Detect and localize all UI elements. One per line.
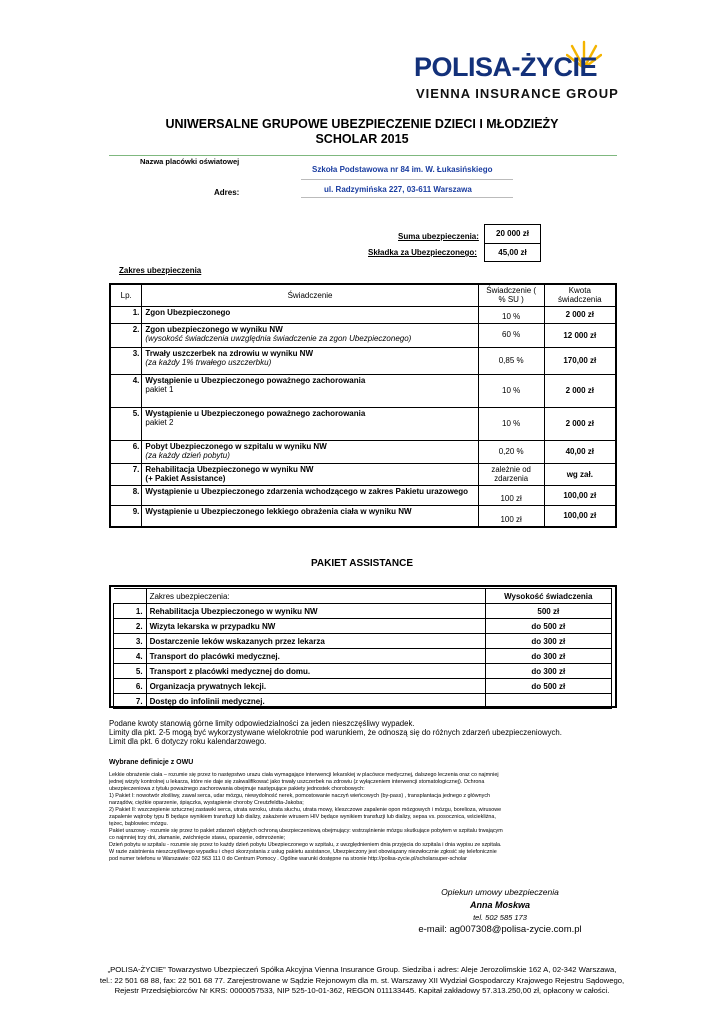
- benefit-pct: 100 zł: [478, 485, 544, 505]
- divider: [301, 197, 513, 198]
- benefit-name: Pobyt Ubezpieczonego w szpitalu w wyniku NW: [145, 441, 327, 451]
- benefit-amount: 2 000 zł: [544, 374, 616, 407]
- assistance-value: [485, 694, 611, 709]
- logo-brand: POLISA-ŻYCIE: [414, 52, 598, 82]
- assistance-item: Transport do placówki medycznej.: [146, 649, 485, 664]
- assistance-value: do 300 zł: [485, 634, 611, 649]
- benefit-amount: 100,00 zł: [544, 485, 616, 505]
- benefit-name: Wystąpienie u Ubezpieczonego lekkiego obrażenia ciała w wyniku NW: [145, 506, 412, 516]
- contact-email[interactable]: e-mail: ag007308@polisa-zycie.com.pl: [418, 924, 582, 935]
- col-header-lp: Lp.: [110, 284, 142, 306]
- benefit-amount: wg zał.: [544, 463, 616, 485]
- page-subtitle: SCHOLAR 2015: [315, 132, 409, 146]
- table-row: [110, 485, 616, 505]
- benefit-name: Wystąpienie u Ubezpieczonego zdarzenia wchodzącego w zakres Pakietu urazowego: [145, 486, 469, 496]
- row-number: 7.: [114, 694, 147, 709]
- col-header-scope: Zakres ubezpieczenia:: [146, 589, 485, 604]
- row-number: 3.: [110, 347, 142, 374]
- benefit-name: Wystąpienie u Ubezpieczonego poważnego zachorowania: [145, 375, 366, 385]
- benefit-pct: 0,85 %: [478, 347, 544, 374]
- benefit-name: Trwały uszczerbek na zdrowiu w wyniku NW: [145, 348, 313, 358]
- benefit-name: Zgon Ubezpieczonego: [145, 307, 231, 317]
- benefit-note: (+ Pakiet Assistance): [145, 473, 226, 483]
- benefit-name: Rehabilitacja Ubezpieczonego w wyniku NW: [145, 464, 314, 474]
- table-row: [114, 619, 612, 634]
- assistance-value: do 500 zł: [485, 619, 611, 634]
- assistance-heading: PAKIET ASSISTANCE: [310, 558, 414, 569]
- assistance-value: do 300 zł: [485, 664, 611, 679]
- row-number: 4.: [110, 374, 142, 407]
- definition-line: co najmniej trzy dni, złamanie, zwichnięcie stawu, oparzenie, odmrożenie;: [109, 835, 286, 841]
- row-number: 2.: [110, 323, 142, 347]
- institution-label: Nazwa placówki oświatowej: [140, 157, 240, 166]
- definition-line: Pakiet urazowy - rozumie się przez to pakiet zdarzeń objętych ochroną ubezpieczeniową obejmujący: wstrząśnienie mózgu skutkujące pobytem w szpitalu trwającym: [109, 828, 503, 834]
- note-line: Podane kwoty stanowią górne limity odpowiedzialności za jeden nieszczęśliwy wypadek.: [109, 719, 415, 728]
- benefit-amount: 2 000 zł: [544, 407, 616, 440]
- assistance-value: 500 zł: [485, 604, 611, 619]
- benefit-pct: 0,20 %: [478, 440, 544, 463]
- sum-label: Suma ubezpieczenia:: [398, 232, 479, 241]
- benefit-amount: 2 000 zł: [544, 306, 616, 323]
- definition-line: tężec, bąblowiec mózgu.: [109, 821, 169, 827]
- row-number: 1.: [110, 306, 142, 323]
- benefit-package: pakiet 2: [145, 417, 174, 427]
- benefit-pct: 100 zł: [478, 505, 544, 527]
- row-number: 6.: [114, 679, 147, 694]
- assistance-item: Transport z placówki medycznej do domu.: [146, 664, 485, 679]
- table-row: [114, 694, 612, 709]
- benefits-table: [109, 283, 617, 528]
- table-row: [110, 505, 616, 527]
- premium-label: Składka za Ubezpieczonego:: [368, 248, 477, 257]
- contact-name: Anna Moskwa: [469, 900, 530, 910]
- contact-phone: tel. 502 585 173: [473, 913, 527, 922]
- benefit-amount: 12 000 zł: [544, 323, 616, 347]
- definition-line: zapalenie wątroby typu B będące wynikiem transfuzji lub dializy, zakażenie wirusem HIV będące wynikiem transfuzji lub dializy, sepsa vs. posocznica, wściekliżna,: [109, 814, 496, 820]
- benefit-note: (za każdy 1% trwałego uszczerbku): [145, 357, 272, 367]
- row-number: 5.: [110, 407, 142, 440]
- col-header-value: Wysokość świadczenia: [485, 589, 611, 604]
- row-number: 1.: [114, 604, 147, 619]
- scope-heading: Zakres ubezpieczenia: [119, 266, 202, 275]
- benefit-pct: 10 %: [478, 374, 544, 407]
- table-row: [114, 604, 612, 619]
- definitions-heading: Wybrane definicje z OWU: [109, 759, 194, 766]
- col-header-pct: Świadczenie ( % SU ): [478, 284, 544, 306]
- divider: [109, 155, 617, 156]
- row-number: 2.: [114, 619, 147, 634]
- definition-line: narządów, ciężkie oparzenie, śpiączka, wystąpienie choroby Creutzfeldta-Jakoba;: [109, 800, 304, 806]
- footer-line: Rejestr Przedsiębiorców Nr KRS: 0000057533, NIP 525-10-01-362, REGON 011133445. Kapitał zakładowy 57.313.250,00 zł, opłacony w całości.: [114, 986, 610, 995]
- col-header-amount: Kwota świadczenia: [544, 284, 616, 306]
- definition-line: ubezpieczeniowa z tytułu poważnego zachorowania obejmuje następujące pakiety jednostek chorobowych:: [109, 786, 365, 792]
- row-number: 3.: [114, 634, 147, 649]
- definition-line: Lekkie obrażenie ciała – rozumie się przez to następstwo urazu ciała wymagające interwencji lekarskiej w placówce medycznej, dalszego leczenia oraz co najmniej: [109, 772, 499, 778]
- benefit-package: pakiet 1: [145, 384, 174, 394]
- definition-line: pod numer telefonu w Warszawie: 022 563 111 0 do Centrum Pomocy . Ogólne warunki dostępne na stronie http://polisa-zycie.pl/scholarsuper-scholar: [109, 856, 467, 862]
- benefit-amount: 100,00 zł: [544, 505, 616, 527]
- table-row: [110, 374, 616, 407]
- institution-address: ul. Radzymińska 227, 03-611 Warszawa: [324, 185, 472, 194]
- benefit-name: Zgon ubezpieczonego w wyniku NW: [145, 324, 283, 334]
- table-row: [114, 679, 612, 694]
- institution-name: Szkoła Podstawowa nr 84 im. W. Łukasińskiego: [312, 165, 493, 174]
- footer-line: tel.: 22 501 68 88, fax: 22 501 68 77. Zarejestrowane w Sądzie Rejonowym dla m. st. Warszawy XII Wydział Gospodarczy Krajowego Rejestru Sądowego,: [99, 975, 625, 985]
- row-number: 7.: [110, 463, 142, 485]
- table-row: [110, 407, 616, 440]
- note-line: Limity dla pkt. 2-5 mogą być wykorzystywane wielokrotnie pod warunkiem, że odnoszą się do różnych zdarzeń ubezpieczeniowych.: [109, 728, 562, 738]
- row-number: 9.: [110, 505, 142, 527]
- row-number: 4.: [114, 649, 147, 664]
- definitions-text: [109, 772, 609, 863]
- premium-value: 45,00 zł: [484, 243, 541, 262]
- benefit-pct: zależnie od zdarzenia: [478, 463, 544, 485]
- notes: [109, 719, 629, 747]
- table-row: [110, 323, 616, 347]
- address-label: Adres:: [214, 188, 240, 197]
- benefit-amount: 170,00 zł: [544, 347, 616, 374]
- assistance-item: Rehabilitacja Ubezpieczonego w wyniku NW: [146, 604, 485, 619]
- definition-line: jednej wizyty kontrolnej u lekarza, które nie daje się zakwalifikować jako trwały uszczerbek na zdrowiu (z wyłączeniem interwencji stomatologicznej). Ochrona: [109, 779, 485, 785]
- definition-line: 2) Pakiet II: wszczepienie sztucznej zastawki serca, utrata wzroku, utrata słuchu, utrata mowy, kleszczowe zapalenie opon mózgowych i mózgu, borelioza, wirusowe: [109, 807, 502, 813]
- table-row: [110, 440, 616, 463]
- divider: [301, 179, 513, 180]
- sum-value: 20 000 zł: [484, 224, 541, 244]
- benefit-note: (za każdy dzień pobytu): [145, 450, 230, 460]
- table-row: [110, 463, 616, 485]
- assistance-value: do 300 zł: [485, 649, 611, 664]
- footer: [40, 965, 684, 997]
- definition-line: 1) Pakiet I: nowotwór złośliwy, zawał serca, udar mózgu, niewydolność nerek, pomostowanie naczyń wieńcowych (by-pass) , transplantacja jednego z głównych: [109, 793, 491, 799]
- assistance-item: Organizacja prywatnych lekcji.: [146, 679, 485, 694]
- benefit-pct: 10 %: [478, 306, 544, 323]
- footer-line: „POLISA-ŻYCIE” Towarzystwo Ubezpieczeń Spółka Akcyjna Vienna Insurance Group. Siedziba i adres: Aleje Jerozolimskie 162 A, 02-342 Warszawa,: [107, 965, 617, 974]
- benefit-pct: 10 %: [478, 407, 544, 440]
- assistance-value: do 500 zł: [485, 679, 611, 694]
- table-row: [114, 664, 612, 679]
- benefit-name: Wystąpienie u Ubezpieczonego poważnego zachorowania: [145, 408, 366, 418]
- benefit-pct: 60 %: [478, 323, 544, 347]
- assistance-item: Dostarczenie leków wskazanych przez lekarza: [146, 634, 485, 649]
- table-row: [114, 634, 612, 649]
- assistance-table: [113, 588, 612, 709]
- row-number: 8.: [110, 485, 142, 505]
- note-line: Limit dla pkt. 6 dotyczy roku kalendarzowego.: [109, 737, 267, 747]
- benefit-note: (wysokość świadczenia uwzględnia świadczenie za zgon Ubezpieczonego): [145, 333, 412, 343]
- assistance-item: Wizyta lekarska w przypadku NW: [146, 619, 485, 634]
- definition-line: W razie zaistnienia nieszczęśliwego wypadku i chęci skorzystania z usług pakietu assistance, Ubezpieczony jest obowiązany niezwłocznie zgłosić się telefonicznie: [109, 849, 497, 855]
- table-row: [114, 649, 612, 664]
- contact-role: Opiekun umowy ubezpieczenia: [441, 887, 559, 897]
- col-header-benefit: Świadczenie: [142, 284, 478, 306]
- row-number: 6.: [110, 440, 142, 463]
- assistance-item: Dostęp do infolinii medycznej.: [146, 694, 485, 709]
- logo-group: VIENNA INSURANCE GROUP: [416, 86, 619, 101]
- page-title: UNIWERSALNE GRUPOWE UBEZPIECZENIE DZIECI I MŁODZIEŻY: [165, 117, 559, 131]
- benefit-amount: 40,00 zł: [544, 440, 616, 463]
- table-row: [110, 347, 616, 374]
- table-row: [110, 306, 616, 323]
- definition-line: Dzień pobytu w szpitalu - rozumie się przez to każdy dzień pobytu Ubezpieczonego w szpitalu, z uwzględnieniem dnia przyjęcia do szpitala i dnia wypisu ze szpitala.: [109, 842, 502, 848]
- row-number: 5.: [114, 664, 147, 679]
